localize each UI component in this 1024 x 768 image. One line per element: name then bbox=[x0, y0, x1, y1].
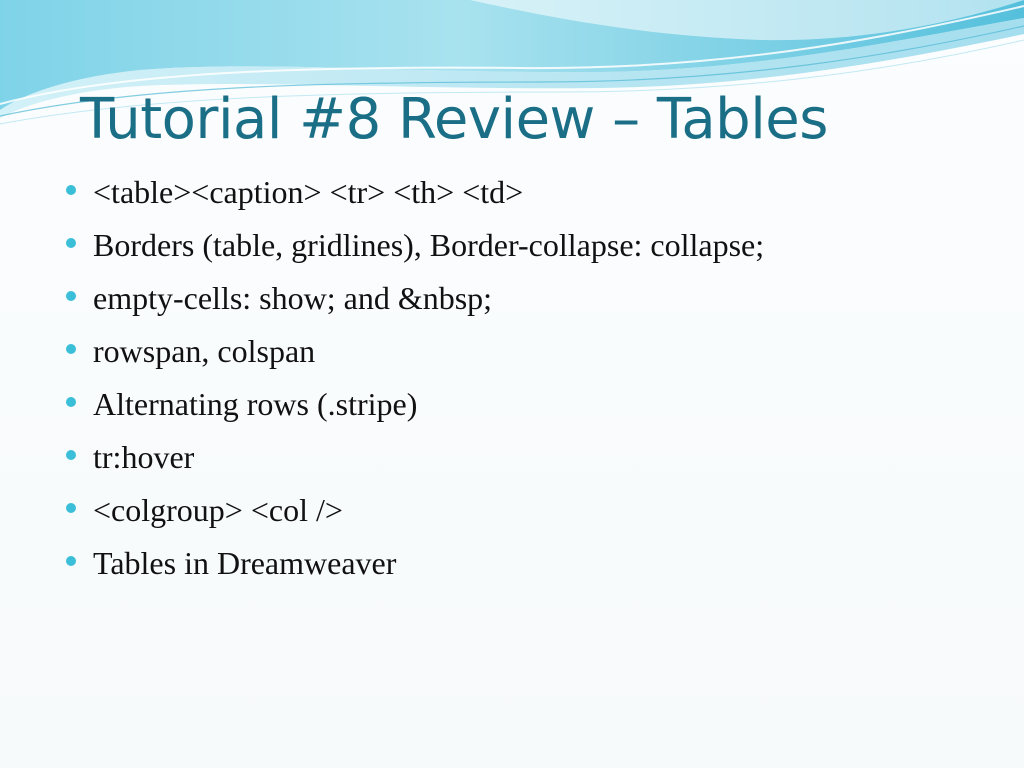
bullet-text: empty-cells: show; and &nbsp; bbox=[93, 279, 493, 316]
list-item bbox=[66, 218, 764, 271]
bullet-text: Tables in Dreamweaver bbox=[93, 544, 397, 581]
bullet-text: Alternating rows (.stripe) bbox=[93, 385, 418, 422]
bullet-text: <table><caption> <tr> <th> <td> bbox=[93, 173, 524, 210]
slide-title: Tutorial #8 Review – Tables bbox=[80, 87, 828, 152]
bullet-list bbox=[66, 165, 764, 589]
bullet-text: Borders (table, gridlines), Border-collapse: collapse; bbox=[93, 226, 765, 263]
bullet-dot-icon bbox=[66, 397, 76, 407]
bullet-text: tr:hover bbox=[93, 438, 195, 475]
list-item bbox=[66, 377, 764, 430]
list-item bbox=[66, 165, 764, 218]
bullet-dot-icon bbox=[66, 556, 76, 566]
bullet-dot-icon bbox=[66, 503, 76, 513]
list-item bbox=[66, 483, 764, 536]
bullet-dot-icon bbox=[66, 344, 76, 354]
bullet-text: rowspan, colspan bbox=[93, 332, 316, 369]
list-item bbox=[66, 324, 764, 377]
bullet-text: <colgroup> <col /> bbox=[93, 491, 343, 528]
bullet-dot-icon bbox=[66, 291, 76, 301]
bullet-dot-icon bbox=[66, 238, 76, 248]
bullet-dot-icon bbox=[66, 450, 76, 460]
bullet-dot-icon bbox=[66, 185, 76, 195]
list-item bbox=[66, 271, 764, 324]
list-item bbox=[66, 536, 764, 589]
list-item bbox=[66, 430, 764, 483]
